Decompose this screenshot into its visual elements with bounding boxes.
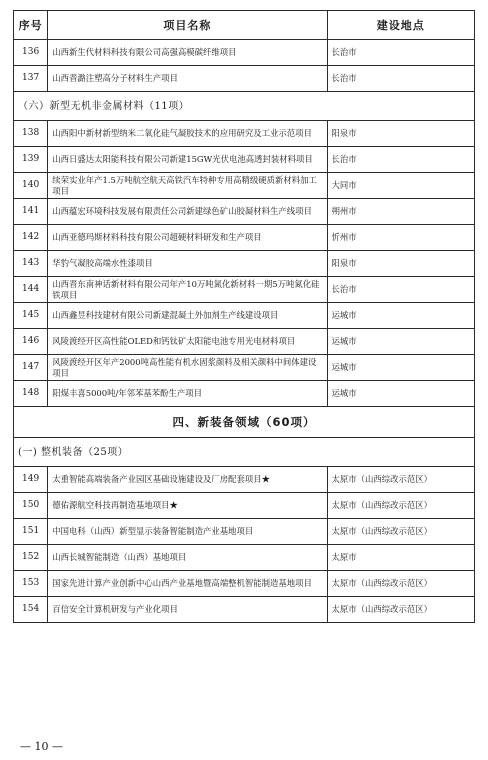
- table-row: [14, 251, 475, 277]
- row-number: 151: [14, 519, 48, 545]
- table-row: [14, 571, 475, 597]
- row-project-name: 阳煤丰喜5000吨/年邻苯基苯酚生产项目: [48, 381, 327, 407]
- table-row: [14, 329, 475, 355]
- row-project-name: 山西新生代材料科技有限公司高强高模碳纤维项目: [48, 40, 327, 66]
- row-project-name: 国家先进计算产业创新中心山西产业基地暨高端整机智能制造基地项目: [48, 571, 327, 597]
- table-row: [14, 519, 475, 545]
- page-number: — 10 —: [20, 740, 63, 753]
- row-project-name: 山西日盛达太阳能科技有限公司新建15GW光伏电池高透封装材料项目: [48, 147, 327, 173]
- row-number: 149: [14, 467, 48, 493]
- row-number: 138: [14, 121, 48, 147]
- row-location: 运城市: [327, 329, 474, 355]
- table-row: [14, 381, 475, 407]
- row-project-name: 百信安全计算机研发与产业化项目: [48, 597, 327, 623]
- row-location: 阳泉市: [327, 121, 474, 147]
- row-project-name: 山西长城智能制造（山西）基地项目: [48, 545, 327, 571]
- row-project-name: 续荣实业年产1.5万吨航空航天高铁汽车特种专用高精级硬质新材料加工项目: [48, 173, 327, 199]
- table-row: [14, 493, 475, 519]
- row-project-name: 山西蕴宏环境科技发展有限责任公司新建绿色矿山胶凝材料生产线项目: [48, 199, 327, 225]
- table-row: [14, 277, 475, 303]
- row-project-name: 太重智能高端装备产业园区基础设施建设及厂房配套项目★: [48, 467, 327, 493]
- table-row: [14, 303, 475, 329]
- row-project-name: 风陵渡经开区年产2000吨高性能有机水固浆颜料及相关颜料中间体建设项目: [48, 355, 327, 381]
- row-project-name: 德佑源航空科技再制造基地项目★: [48, 493, 327, 519]
- table-row: [14, 225, 475, 251]
- row-location: 太原市（山西综改示范区）: [327, 467, 474, 493]
- row-location: 朔州市: [327, 199, 474, 225]
- row-number: 147: [14, 355, 48, 381]
- table-row: [14, 121, 475, 147]
- row-location: 长治市: [327, 66, 474, 92]
- row-number: 140: [14, 173, 48, 199]
- row-project-name: 风陵渡经开区高性能OLED和钙钛矿太阳能电池专用光电材料项目: [48, 329, 327, 355]
- row-project-name: 华豹气凝胶高端水性漆项目: [48, 251, 327, 277]
- row-location: 太原市: [327, 545, 474, 571]
- domain-heading-row: [14, 407, 475, 438]
- row-project-name: 山西阳中新材新型纳米二氧化硅气凝胶技术的应用研究及工业示范项目: [48, 121, 327, 147]
- section-row: [14, 92, 475, 121]
- row-location: 长治市: [327, 277, 474, 303]
- row-number: 136: [14, 40, 48, 66]
- table-row: [14, 40, 475, 66]
- row-project-name: 山西晋东南神话新材料有限公司年产10万吨氮化新材料一期5万吨氮化硅铁项目: [48, 277, 327, 303]
- row-project-name: 中国电科（山西）新型显示装备智能制造产业基地项目: [48, 519, 327, 545]
- row-number: 142: [14, 225, 48, 251]
- row-location: 忻州市: [327, 225, 474, 251]
- table-header-row: [14, 11, 475, 40]
- section-heading-complete-equipment: (一) 整机装备（25项）: [14, 438, 475, 467]
- row-project-name: 山西亚德玛斯材料科技有限公司超硬材料研发和生产项目: [48, 225, 327, 251]
- row-number: 154: [14, 597, 48, 623]
- table-row: [14, 355, 475, 381]
- table-row: [14, 597, 475, 623]
- row-number: 137: [14, 66, 48, 92]
- row-location: 大同市: [327, 173, 474, 199]
- table-row: [14, 467, 475, 493]
- row-number: 152: [14, 545, 48, 571]
- row-location: 太原市（山西综改示范区）: [327, 571, 474, 597]
- row-project-name: 山西晋潞注塑高分子材料生产项目: [48, 66, 327, 92]
- table-row: [14, 545, 475, 571]
- row-location: 太原市（山西综改示范区）: [327, 519, 474, 545]
- row-number: 143: [14, 251, 48, 277]
- row-number: 145: [14, 303, 48, 329]
- row-number: 150: [14, 493, 48, 519]
- row-number: 146: [14, 329, 48, 355]
- table-row: [14, 66, 475, 92]
- section-heading-new-equipment: 四、新装备领域（60项）: [14, 407, 475, 438]
- table-row: [14, 199, 475, 225]
- row-number: 144: [14, 277, 48, 303]
- row-location: 运城市: [327, 381, 474, 407]
- row-number: 153: [14, 571, 48, 597]
- row-location: 太原市（山西综改示范区）: [327, 597, 474, 623]
- row-location: 运城市: [327, 355, 474, 381]
- header-project-name: 项目名称: [48, 11, 327, 40]
- row-number: 141: [14, 199, 48, 225]
- row-location: 太原市（山西综改示范区）: [327, 493, 474, 519]
- table-row: [14, 147, 475, 173]
- row-location: 长治市: [327, 147, 474, 173]
- section-row: [14, 438, 475, 467]
- header-number: 序号: [14, 11, 48, 40]
- header-location: 建设地点: [327, 11, 474, 40]
- row-location: 阳泉市: [327, 251, 474, 277]
- row-number: 148: [14, 381, 48, 407]
- row-location: 长治市: [327, 40, 474, 66]
- row-project-name: 山西鑫昱科技建材有限公司新建混凝土外加剂生产线建设项目: [48, 303, 327, 329]
- row-number: 139: [14, 147, 48, 173]
- table-row: [14, 173, 475, 199]
- project-table: [13, 10, 475, 623]
- row-location: 运城市: [327, 303, 474, 329]
- section-heading-inorganic: （六）新型无机非金属材料（11项）: [14, 92, 475, 121]
